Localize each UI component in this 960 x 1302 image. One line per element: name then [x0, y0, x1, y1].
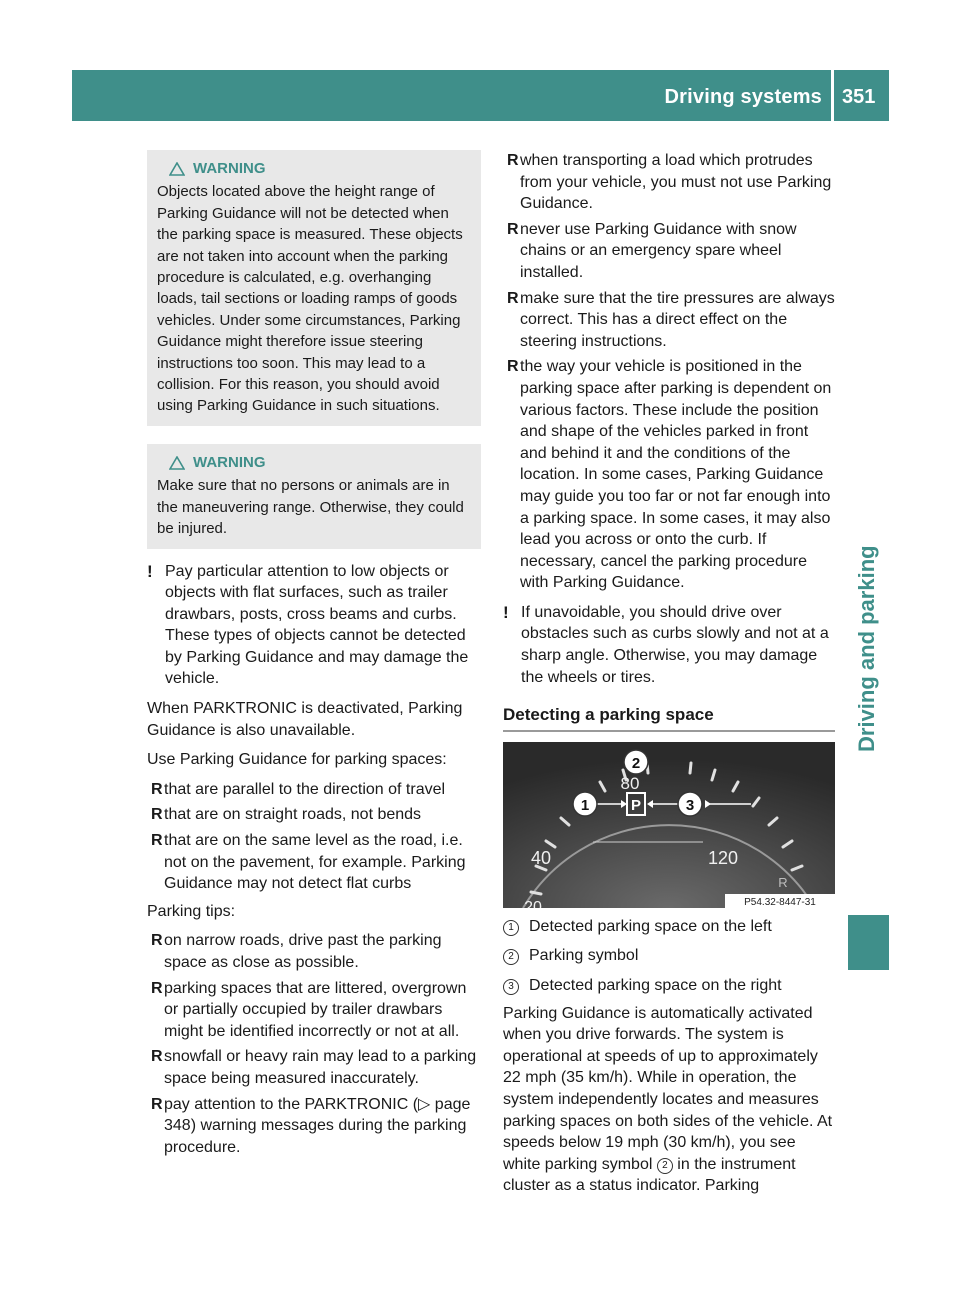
- note-text: Pay particular attention to low objects or objects with flat surfaces, such as trailer drawbars, posts, cross beams and curbs. These types of objects cannot be detected by Parking Guidance and may damage the vehicle.: [165, 562, 469, 688]
- callout-ref-2: 2: [657, 1158, 673, 1174]
- speed-label-20: 20: [524, 898, 542, 908]
- paragraph: Parking Guidance is automatically activated when you drive forwards. The system is operational at speeds of up to approximately 22 mph (35 km/h). While in operation, the system independently locates and measures parking spaces on both sides of the vehicle. At speeds below 19 mph (30 km/h), you see white parking symbol 2 in the instrument cluster as a status indicator. Parking: [503, 1004, 833, 1195]
- list-item: R parking spaces that are littered, overgrown or partially occupied by trailer drawbars might be identified incorrectly or not at all.: [151, 979, 467, 1040]
- callout-2: 2: [631, 754, 641, 772]
- list-item: R that are on the same level as the road, i.e. not on the pavement, for example. Parking Guidance may not detect flat curbs: [151, 832, 466, 893]
- page-reference-link[interactable]: page 348) warning messages during the parking procedure.: [164, 1095, 471, 1156]
- paragraph: Use Parking Guidance for parking spaces:: [147, 751, 447, 769]
- list-item: R pay attention to the PARKTRONIC (▷ page 348) warning messages during the parking procedure.: [151, 1095, 471, 1156]
- list-item: R that are on straight roads, not bends: [151, 806, 422, 824]
- left-column: [147, 150, 481, 1162]
- warning-triangle-icon: [169, 162, 185, 176]
- section-title: Driving systems: [664, 86, 822, 108]
- side-tab: [848, 120, 889, 1180]
- chapter-label: Driving and parking: [854, 545, 879, 752]
- list-item: R when transporting a load which protrudes from your vehicle, you must not use Parking Guidance.: [507, 152, 832, 213]
- paragraph: When PARKTRONIC is deactivated, Parking Guidance is also unavailable.: [147, 700, 463, 739]
- note-text: If unavoidable, you should drive over obstacles such as curbs slowly and not at a sharp angle. Otherwise, you may damage the wheels or tires.: [521, 603, 829, 686]
- section-heading: Detecting a parking space: [503, 704, 835, 732]
- header-separator: [831, 70, 834, 121]
- list-item: R never use Parking Guidance with snow chains or an emergency spare wheel installed.: [507, 220, 797, 281]
- warning-triangle-icon: [169, 456, 185, 470]
- warning-text: Objects located above the height range of Parking Guidance will not be detected when the parking space is measured. These objects are not taken into account when the parking procedure is calculated, e.g. overhanging loads, tail sections or loading ramps of goods vehicles. Under some circumstances, Parking Guidance might therefore issue steering instructions too soon. This may lead to a collision. For this reason, you should avoid using Parking Guidance in such situations.: [157, 183, 463, 415]
- warning-title: WARNING: [193, 453, 266, 471]
- speed-label-120: 120: [707, 847, 739, 868]
- note-2: [503, 602, 835, 688]
- figure-code: P54.32-8447-31: [744, 896, 816, 908]
- warning-box-1: [147, 150, 481, 426]
- exclamation-icon: !: [147, 561, 153, 581]
- thumb-tab-marker: [848, 915, 889, 970]
- list-item: R that are parallel to the direction of travel: [151, 780, 446, 798]
- list-item: R on narrow roads, drive past the parking space as close as possible.: [151, 932, 442, 971]
- callout-3: 3: [685, 796, 695, 814]
- parking-symbol-label: P: [630, 796, 642, 814]
- callout-1: 1: [580, 796, 590, 814]
- list-item: R snowfall or heavy rain may lead to a parking space being measured inaccurately.: [151, 1048, 477, 1087]
- warning-box-2: [147, 444, 481, 549]
- legend-item: 1 Detected parking space on the left: [503, 916, 835, 938]
- gear-indicator: R: [778, 874, 788, 890]
- note-1: [147, 561, 481, 691]
- list-item: R make sure that the tire pressures are always correct. This has a direct effect on the steering instructions.: [507, 289, 835, 350]
- speed-label-40: 40: [530, 847, 552, 868]
- page-reference-arrow-icon: ▷: [418, 1095, 431, 1113]
- right-column: [503, 150, 835, 1205]
- legend-item: 2 Parking symbol: [503, 945, 835, 967]
- paragraph: Parking tips:: [147, 902, 236, 920]
- warning-title: WARNING: [193, 160, 266, 177]
- legend-item: 3 Detected parking space on the right: [503, 975, 835, 997]
- speed-label-80: 80: [620, 773, 640, 793]
- exclamation-icon: !: [503, 602, 509, 622]
- page-number: 351: [842, 86, 876, 108]
- warning-text: Make sure that no persons or animals are in the maneuvering range. Otherwise, they could be injured.: [157, 477, 464, 538]
- speedometer-image: [503, 742, 835, 908]
- list-item: R the way your vehicle is positioned in the parking space after parking is dependent on various factors. These include the position and shape of the vehicles parked in front and behind it and the conditions of the location. In some cases, Parking Guidance may guide you too far or not far enough into a parking space. In some cases, it may also lead you across or onto the curb. If necessary, cancel the parking procedure with Parking Guidance.: [507, 358, 832, 592]
- instrument-cluster-figure: [503, 742, 835, 908]
